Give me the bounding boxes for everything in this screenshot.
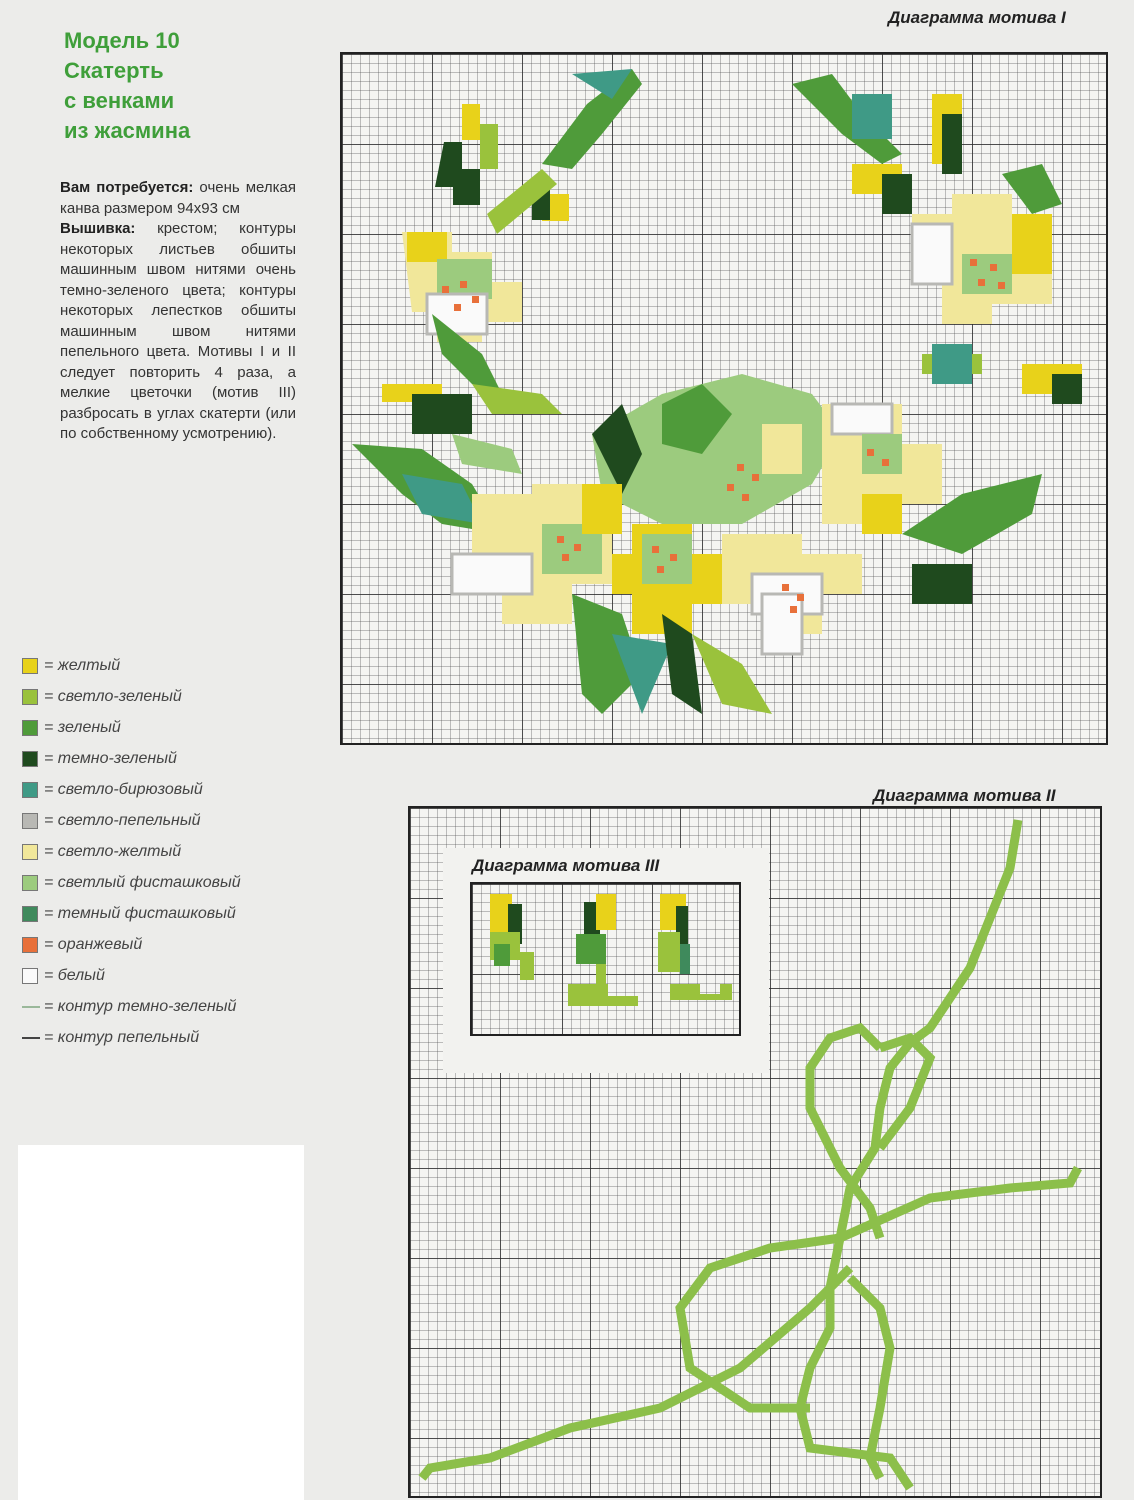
bud-right-dark [942, 114, 962, 174]
embroidery-label: Вышивка: [60, 220, 136, 237]
legend-label: = светло-бирюзовый [44, 780, 203, 798]
legend-item [22, 898, 241, 929]
leaf-bottom-dark [662, 614, 702, 714]
legend-label: = светло-желтый [44, 842, 182, 860]
legend-item [22, 991, 241, 1022]
leaf-right-lower-dark [912, 564, 972, 604]
legend-color-swatch [22, 813, 38, 829]
legend-label: = желтый [44, 656, 121, 674]
bud-leaf [480, 124, 498, 169]
bud-right-2-dark [882, 174, 912, 214]
legend-label: = светло-пепельный [44, 811, 201, 829]
legend-color-swatch [22, 658, 38, 674]
legend-color-swatch [22, 844, 38, 860]
legend-color-swatch [22, 875, 38, 891]
legend-item [22, 929, 241, 960]
small-buds-pattern [472, 884, 743, 1038]
legend-label: = светлый фисташковый [44, 873, 241, 891]
title-line-3: с венками [64, 88, 175, 113]
description-text [60, 178, 296, 445]
legend-item [22, 867, 241, 898]
motif1-chart [340, 52, 1108, 745]
legend-item [22, 681, 241, 712]
flower-left-yellow [407, 232, 447, 262]
color-legend [22, 650, 241, 1053]
legend-color-swatch [22, 968, 38, 984]
legend-item [22, 805, 241, 836]
materials-text: очень мелкая канва размером 94х93 см [60, 179, 296, 217]
legend-line-sample [22, 1006, 40, 1008]
legend-line-sample [22, 1037, 40, 1039]
legend-label: = белый [44, 966, 105, 984]
flower-right-white [912, 224, 952, 284]
legend-color-swatch [22, 937, 38, 953]
title-line-4: из жасмина [64, 118, 191, 143]
bud-left-dark [412, 394, 472, 434]
small-bud-1 [490, 894, 534, 980]
leaf-left-pale [452, 434, 522, 474]
small-bud-3 [658, 894, 732, 1000]
legend-color-swatch [22, 906, 38, 922]
legend-item [22, 743, 241, 774]
legend-item [22, 1022, 241, 1053]
legend-item [22, 960, 241, 991]
legend-label: = контур пепельный [44, 1028, 200, 1046]
motif1-title: Диаграмма мотива I [888, 8, 1066, 27]
legend-label: = контур темно-зеленый [44, 997, 237, 1015]
leaf-left-2 [472, 384, 562, 414]
legend-item [22, 712, 241, 743]
flower-center-right-white [832, 404, 892, 434]
flower-lower-left-yellow [582, 484, 622, 534]
motif2-title: Диаграмма мотива II [873, 786, 1056, 805]
title-line-2: Скатерть [64, 58, 164, 83]
materials-label: Вам потребуется: [60, 179, 194, 196]
legend-label: = оранжевый [44, 935, 143, 953]
motif3-title: Диаграмма мотива III [472, 856, 660, 875]
flower-right-yellow [1012, 214, 1052, 274]
flower-lower-left-white [452, 554, 532, 594]
bud-far-right-dark [1052, 374, 1082, 404]
motif3-chart [470, 882, 741, 1036]
small-bud-2 [568, 894, 638, 1006]
legend-color-swatch [22, 689, 38, 705]
legend-label: = светло-зеленый [44, 687, 182, 705]
bud-right-lower [862, 494, 902, 534]
legend-color-swatch [22, 782, 38, 798]
legend-label: = темный фисташковый [44, 904, 236, 922]
leaf-right-turquoise [932, 344, 972, 384]
title-line-1: Модель 10 [64, 28, 180, 53]
legend-item [22, 650, 241, 681]
legend-label: = темно-зеленый [44, 749, 177, 767]
legend-item [22, 836, 241, 867]
leaf-bottom-right [692, 634, 772, 714]
legend-color-swatch [22, 720, 38, 736]
legend-color-swatch [22, 751, 38, 767]
legend-item [22, 774, 241, 805]
leaf-top-right-turq [852, 94, 892, 139]
flower-lower-center-center [642, 534, 692, 584]
page-title [64, 26, 190, 146]
wreath-pattern [342, 54, 1110, 747]
embroidery-text: крестом; контуры некоторых листьев обшиты машинным швом нитями очень темно-зеленого цвета; контуры некоторых лепестков обшиты машинным швом нитями пепельного цвета. Мотивы I и II следует повторить 4 раза, а мелкие цветочки (мотив III) разбросать в углах скатерти (или по собственному усмотрению). [60, 220, 296, 442]
center-flower-pale [762, 424, 802, 474]
blank-panel [18, 1145, 304, 1500]
legend-label: = зеленый [44, 718, 121, 736]
flower-lower-right-white-2 [762, 594, 802, 654]
bud-dark [435, 142, 480, 205]
